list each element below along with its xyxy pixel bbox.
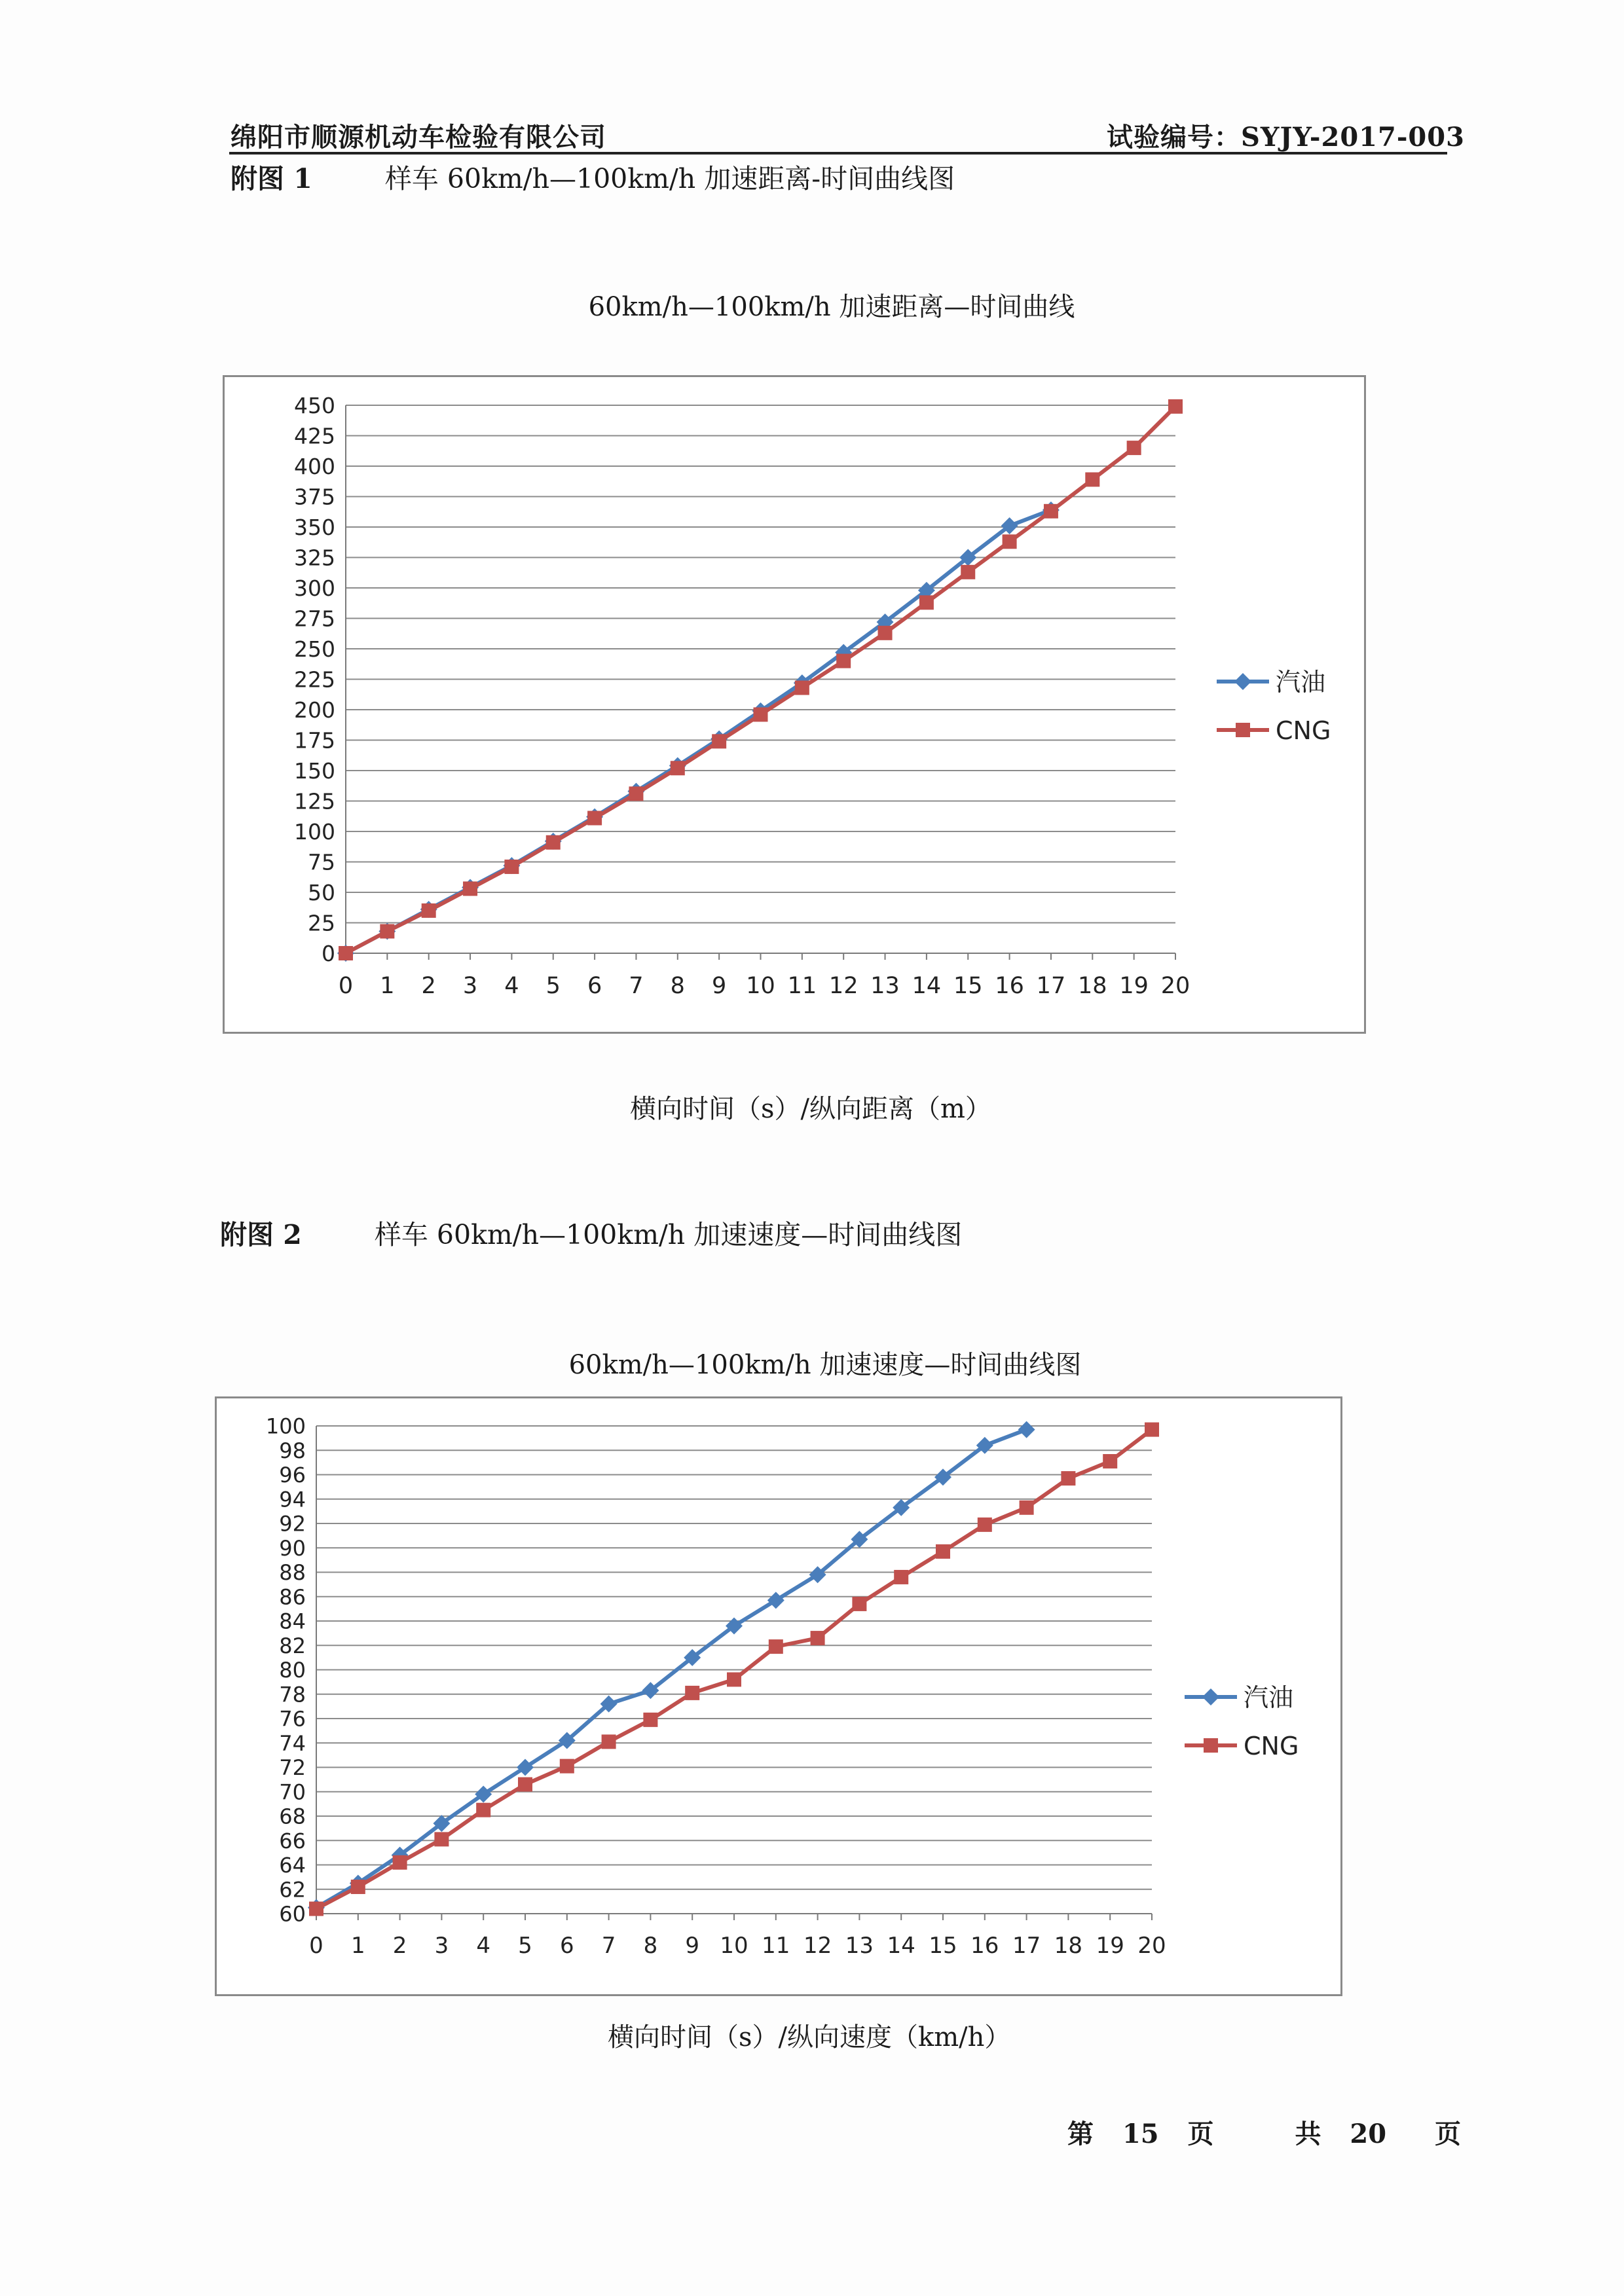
page-total: 20: [1350, 2119, 1387, 2149]
y-tick-label: 88: [279, 1560, 306, 1586]
y-tick-label: 275: [294, 606, 335, 632]
data-point: [1003, 534, 1017, 549]
x-tick-label: 1: [350, 1933, 365, 1959]
y-tick-label: 92: [279, 1511, 306, 1537]
chart2-title: 60km/h—100km/h 加速速度—时间曲线图: [568, 1350, 1082, 1380]
y-tick-label: 50: [308, 879, 335, 905]
data-point: [878, 626, 893, 640]
x-tick-label: 10: [746, 973, 775, 999]
x-tick-label: 14: [887, 1933, 915, 1959]
data-point: [671, 761, 685, 775]
x-tick-label: 19: [1119, 973, 1149, 999]
legend-marker: [1204, 1738, 1218, 1753]
y-tick-label: 98: [279, 1438, 306, 1463]
x-tick-label: 15: [953, 973, 983, 999]
x-tick-label: 4: [476, 1933, 491, 1959]
data-point: [1020, 1501, 1034, 1515]
data-point: [894, 1570, 908, 1584]
y-tick-label: 100: [265, 1413, 306, 1439]
total-unit: 页: [1435, 2119, 1462, 2149]
data-point: [629, 786, 643, 801]
y-tick-label: 78: [279, 1682, 306, 1707]
y-tick-label: 75: [308, 849, 335, 875]
data-point: [560, 1759, 574, 1774]
figure2-label: [220, 1213, 962, 1252]
y-tick-label: 60: [279, 1901, 306, 1927]
data-point: [463, 881, 477, 896]
total-prefix: 共: [1295, 2119, 1321, 2149]
y-tick-label: 300: [294, 575, 335, 601]
data-point: [434, 1832, 449, 1846]
data-point: [476, 1803, 490, 1817]
data-point: [961, 565, 975, 579]
data-point: [1103, 1454, 1117, 1468]
x-tick-label: 4: [504, 973, 519, 999]
figure2-text: 样车 60km/h—100km/h 加速速度—时间曲线图: [374, 1219, 963, 1250]
x-tick-label: 11: [762, 1933, 790, 1959]
x-tick-label: 8: [670, 973, 685, 999]
data-point: [919, 595, 934, 610]
y-tick-label: 80: [279, 1658, 306, 1683]
page-prefix: 第: [1067, 2119, 1094, 2149]
y-tick-label: 200: [294, 697, 335, 723]
data-point: [836, 654, 851, 668]
y-tick-label: 175: [294, 727, 335, 754]
y-tick-label: 64: [279, 1853, 306, 1878]
data-point: [727, 1672, 741, 1686]
chart2-caption: 横向时间（s）/纵向速度（km/h）: [608, 2022, 1011, 2052]
legend-label: 汽油: [1276, 668, 1326, 697]
legend-marker: [1202, 1688, 1219, 1705]
data-point: [1127, 441, 1141, 455]
data-point: [1168, 399, 1183, 414]
data-point: [852, 1597, 866, 1611]
x-tick-label: 6: [587, 973, 602, 999]
x-tick-label: 3: [462, 973, 478, 999]
x-tick-label: 15: [929, 1933, 957, 1959]
x-tick-label: 8: [643, 1933, 658, 1959]
y-tick-label: 62: [279, 1877, 306, 1903]
x-tick-label: 2: [421, 973, 436, 999]
y-tick-label: 400: [294, 453, 335, 479]
chart1-plot: [225, 377, 1364, 1032]
header-rule: [229, 152, 1447, 155]
data-point: [380, 924, 394, 939]
y-tick-label: 66: [279, 1828, 306, 1853]
y-tick-label: 74: [279, 1730, 306, 1756]
figure1-text: 样车 60km/h—100km/h 加速距离-时间曲线图: [384, 163, 955, 194]
y-tick-label: 250: [294, 636, 335, 662]
chart1-box: [223, 375, 1366, 1034]
x-tick-label: 5: [518, 1933, 532, 1959]
y-tick-label: 94: [279, 1487, 306, 1512]
data-point: [712, 734, 726, 748]
y-tick-label: 375: [294, 484, 335, 510]
x-tick-label: 1: [380, 973, 395, 999]
x-tick-label: 5: [545, 973, 561, 999]
x-tick-label: 12: [803, 1933, 832, 1959]
y-tick-label: 150: [294, 757, 335, 784]
chart2-box: [215, 1396, 1342, 1996]
y-tick-label: 425: [294, 423, 335, 449]
x-tick-label: 18: [1054, 1933, 1083, 1959]
data-point: [546, 835, 561, 850]
y-tick-label: 125: [294, 788, 335, 814]
y-tick-label: 76: [279, 1706, 306, 1732]
y-tick-label: 90: [279, 1535, 306, 1561]
x-tick-label: 9: [685, 1933, 700, 1959]
chart1-caption: 横向时间（s）/纵向距离（m）: [630, 1094, 991, 1124]
y-tick-label: 350: [294, 514, 335, 540]
x-tick-label: 6: [559, 1933, 574, 1959]
data-point: [978, 1518, 992, 1532]
x-tick-label: 17: [1012, 1933, 1041, 1959]
data-point: [936, 1544, 950, 1559]
data-point: [309, 1902, 323, 1916]
chart2-plot: [217, 1398, 1340, 1994]
y-tick-label: 68: [279, 1804, 306, 1829]
x-tick-label: 13: [845, 1933, 874, 1959]
legend-marker: [1234, 673, 1251, 690]
y-tick-label: 25: [308, 910, 335, 936]
test-number: 试验编号：SYJY-2017-003: [1107, 122, 1465, 153]
figure1-label: [231, 157, 955, 196]
y-tick-label: 96: [279, 1463, 306, 1488]
y-tick-label: 450: [294, 392, 335, 418]
data-point: [1085, 472, 1099, 486]
x-tick-label: 9: [712, 973, 727, 999]
data-point: [754, 707, 768, 721]
x-tick-label: 0: [309, 1933, 323, 1959]
page-footer: [1067, 2113, 1461, 2151]
data-point: [1044, 504, 1058, 519]
x-tick-label: 19: [1096, 1933, 1124, 1959]
company-name: 绵阳市顺源机动车检验有限公司: [231, 122, 606, 153]
x-tick-label: 14: [912, 973, 942, 999]
data-point: [811, 1631, 825, 1645]
x-tick-label: 16: [995, 973, 1024, 999]
x-tick-label: 7: [601, 1933, 616, 1959]
x-tick-label: 12: [828, 973, 858, 999]
y-tick-label: 82: [279, 1633, 306, 1658]
figure2-number: 附图 2: [220, 1219, 302, 1250]
y-tick-label: 86: [279, 1584, 306, 1610]
x-tick-label: 2: [392, 1933, 407, 1959]
series-line-1: [316, 1430, 1027, 1908]
x-tick-label: 16: [970, 1933, 999, 1959]
data-point: [769, 1639, 783, 1654]
data-point: [795, 681, 809, 695]
legend-label: CNG: [1244, 1732, 1299, 1760]
data-point: [1061, 1471, 1075, 1485]
legend-label: CNG: [1276, 716, 1331, 745]
data-point: [504, 860, 519, 874]
data-point: [351, 1880, 365, 1894]
legend-marker: [1236, 723, 1250, 737]
data-point: [587, 811, 602, 826]
x-tick-label: 3: [434, 1933, 449, 1959]
data-point: [1018, 1421, 1035, 1438]
x-tick-label: 17: [1036, 973, 1066, 999]
data-point: [1145, 1423, 1159, 1437]
x-tick-label: 18: [1078, 973, 1107, 999]
data-point: [422, 903, 436, 918]
data-point: [339, 946, 353, 960]
y-tick-label: 100: [294, 818, 335, 845]
x-tick-label: 7: [629, 973, 644, 999]
y-tick-label: 225: [294, 666, 335, 693]
figure1-number: 附图 1: [231, 163, 312, 194]
y-tick-label: 325: [294, 545, 335, 571]
x-tick-label: 0: [338, 973, 354, 999]
x-tick-label: 13: [870, 973, 900, 999]
legend-label: 汽油: [1244, 1683, 1294, 1712]
data-point: [685, 1686, 699, 1700]
x-tick-label: 10: [720, 1933, 748, 1959]
data-point: [518, 1777, 532, 1792]
y-tick-label: 72: [279, 1755, 306, 1781]
data-point: [602, 1734, 616, 1749]
data-point: [767, 1592, 784, 1609]
y-tick-label: 70: [279, 1779, 306, 1805]
y-tick-label: 0: [322, 940, 335, 966]
series-line-1: [346, 510, 1051, 953]
data-point: [393, 1855, 407, 1870]
page-unit: 页: [1187, 2119, 1214, 2149]
x-tick-label: 20: [1137, 1933, 1166, 1959]
x-tick-label: 11: [787, 973, 817, 999]
y-tick-label: 84: [279, 1609, 306, 1634]
page-current: 15: [1122, 2119, 1159, 2149]
chart1-title: 60km/h—100km/h 加速距离—时间曲线: [588, 292, 1075, 322]
data-point: [643, 1713, 657, 1727]
x-tick-label: 20: [1160, 973, 1190, 999]
